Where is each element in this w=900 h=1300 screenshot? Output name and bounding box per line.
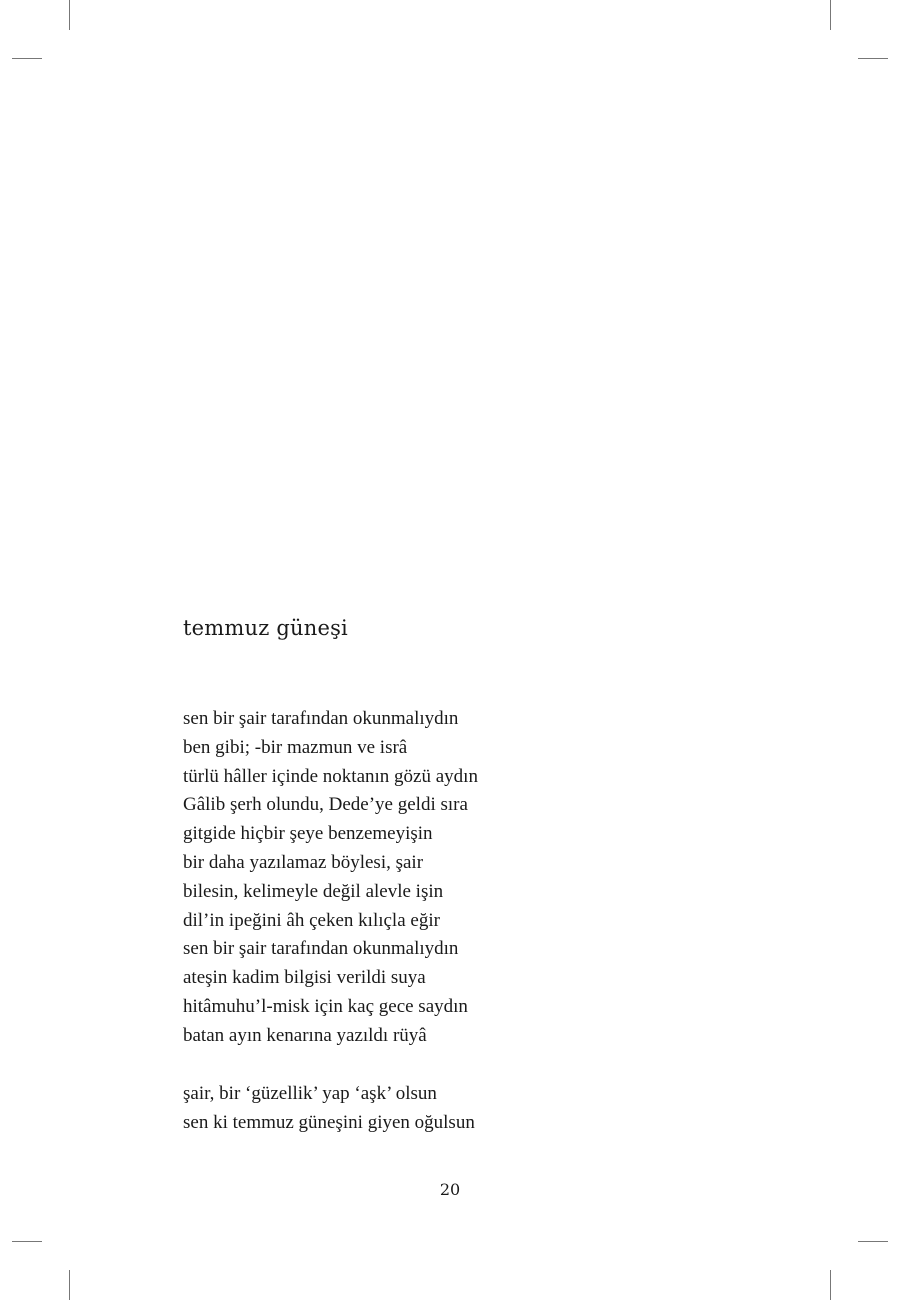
poem-line: ben gibi; -bir mazmun ve isrâ xyxy=(183,736,408,758)
crop-mark-bottom-left-vertical xyxy=(69,1270,70,1300)
crop-mark-bottom-right-vertical xyxy=(830,1270,831,1300)
poem-line: bilesin, kelimeyle değil alevle işin xyxy=(183,880,444,902)
poem-line: hitâmuhu’l-misk için kaç gece saydın xyxy=(183,995,468,1017)
poem-line: dil’in ipeğini âh çeken kılıçla eğir xyxy=(183,909,440,931)
poem-line: sen bir şair tarafından okunmalıydın xyxy=(183,938,459,960)
crop-mark-top-right-horizontal xyxy=(858,58,888,59)
poem-line: batan ayın kenarına yazıldı rüyâ xyxy=(183,1024,427,1046)
poem-title: temmuz güneşi xyxy=(183,616,348,640)
poem-line: sen ki temmuz güneşini giyen oğulsun xyxy=(183,1111,475,1133)
page-number: 20 xyxy=(439,1180,461,1199)
poem-line: gitgide hiçbir şeye benzemeyişin xyxy=(183,823,433,845)
crop-mark-top-right-vertical xyxy=(830,0,831,30)
poem-line: sen bir şair tarafından okunmalıydın xyxy=(183,708,459,729)
crop-mark-bottom-left-horizontal xyxy=(12,1241,42,1242)
crop-mark-top-left-horizontal xyxy=(12,58,42,59)
crop-mark-top-left-vertical xyxy=(69,0,70,30)
poem-line: ateşin kadim bilgisi verildi suya xyxy=(183,967,426,989)
poem-stanza-2 xyxy=(183,1080,475,1138)
poem-line: şair, bir ‘güzellik’ yap ‘aşk’ olsun xyxy=(183,1083,437,1104)
poem-line: bir daha yazılamaz böylesi, şair xyxy=(183,851,424,873)
crop-mark-bottom-right-horizontal xyxy=(858,1241,888,1242)
poem-line: türlü hâller içinde noktanın gözü aydın xyxy=(183,765,478,787)
poem-stanza-1 xyxy=(183,705,478,1051)
poem-line: Gâlib şerh olundu, Dede’ye geldi sıra xyxy=(183,794,468,816)
